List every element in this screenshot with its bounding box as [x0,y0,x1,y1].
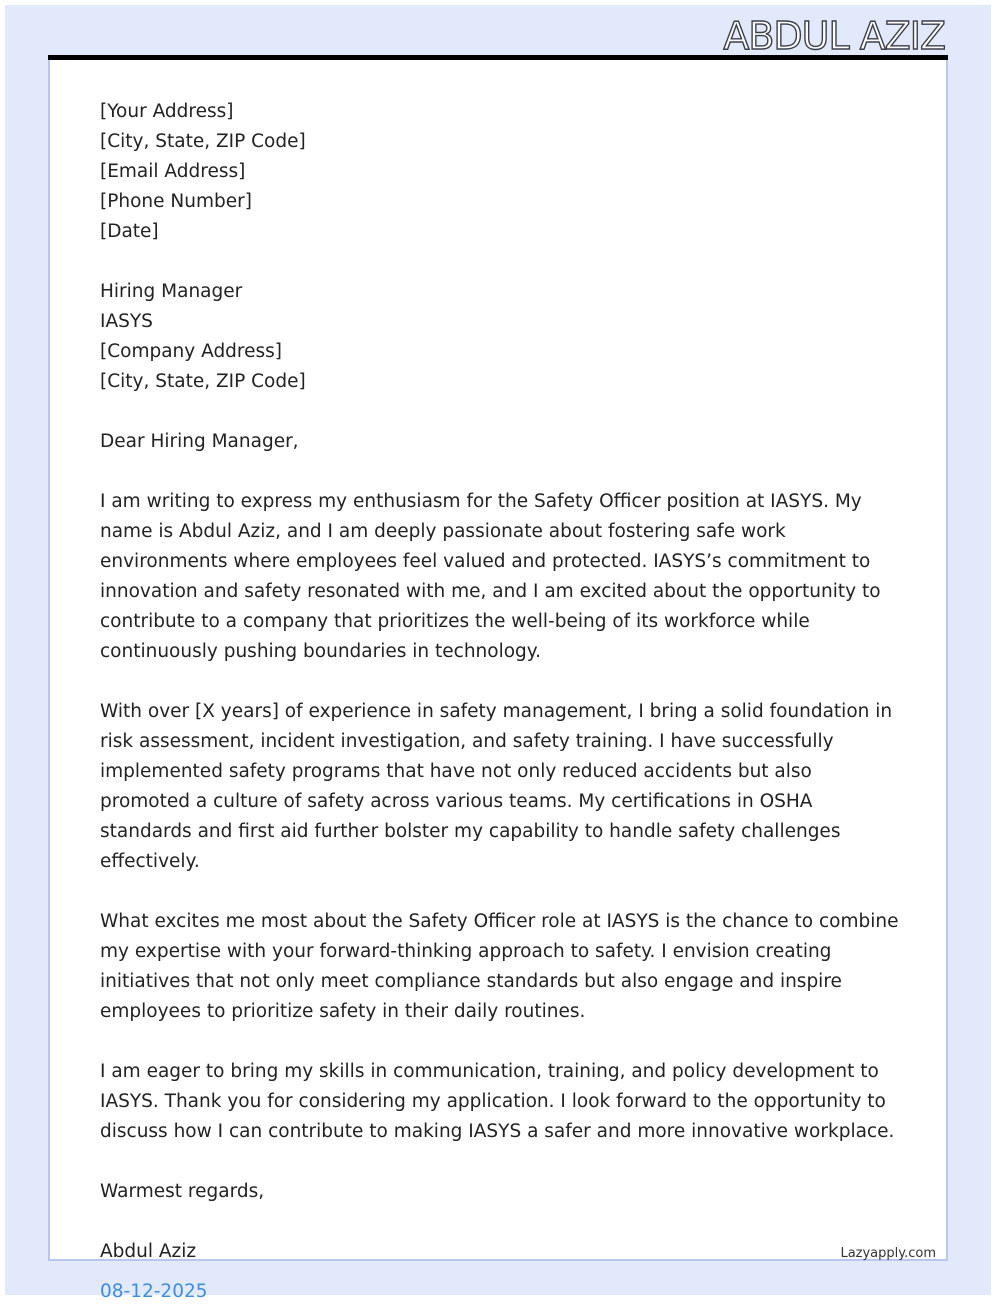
header-name: ABDUL AZIZ [723,14,945,58]
salutation: Dear Hiring Manager, [100,431,299,452]
sender-block [100,97,900,247]
signature-block [100,1237,900,1307]
sender-date: [Date] [100,221,159,242]
paragraph-closing: I am eager to bring my skills in communication, training, and policy development to IASYS. Thank you for considering my application. I look forward to the opportunity to discuss how I can contribute to making IASYS a safer and more innovative workplace. [100,1061,895,1142]
watermark: Lazyapply.com [840,1246,936,1261]
signature: Abdul Aziz [100,1241,197,1262]
recipient-company: IASYS [100,311,153,332]
recipient-title: Hiring Manager [100,281,243,302]
sender-phone: [Phone Number] [100,191,252,212]
sender-email: [Email Address] [100,161,246,182]
sender-address: [Your Address] [100,101,234,122]
paragraph-motivation: What excites me most about the Safety Officer role at IASYS is the chance to combine my expertise with your forward-thinking approach to safety. I envision creating initiatives that not only meet compliance standards but also engage and inspire employees to prioritize safety in their daily routines. [100,911,899,1022]
footer-date: 08-12-2025 [100,1281,208,1302]
recipient-address: [Company Address] [100,341,283,362]
paragraph-experience: With over [X years] of experience in safety management, I bring a solid foundation in risk assessment, incident investigation, and safety training. I have successfully implemented safety programs that have not only reduced accidents but also promoted a culture of safety across various teams. My certifications in OSHA standards and first aid further bolster my capability to handle safety challenges effectively. [100,701,893,872]
paragraph-intro: I am writing to express my enthusiasm for the Safety Officer position at IASYS. My name is Abdul Aziz, and I am deeply passionate about fostering safe work environments where employees feel valued and protected. IASYS’s commitment to innovation and safety resonated with me, and I am excited about the opportunity to contribute to a company that prioritizes the well-being of its workforce while continuously pushing boundaries in technology. [100,491,881,662]
closing: Warmest regards, [100,1181,265,1202]
recipient-city-state-zip: [City, State, ZIP Code] [100,371,306,392]
letter-body [100,97,900,1307]
recipient-block [100,277,900,397]
sender-city-state-zip: [City, State, ZIP Code] [100,131,306,152]
